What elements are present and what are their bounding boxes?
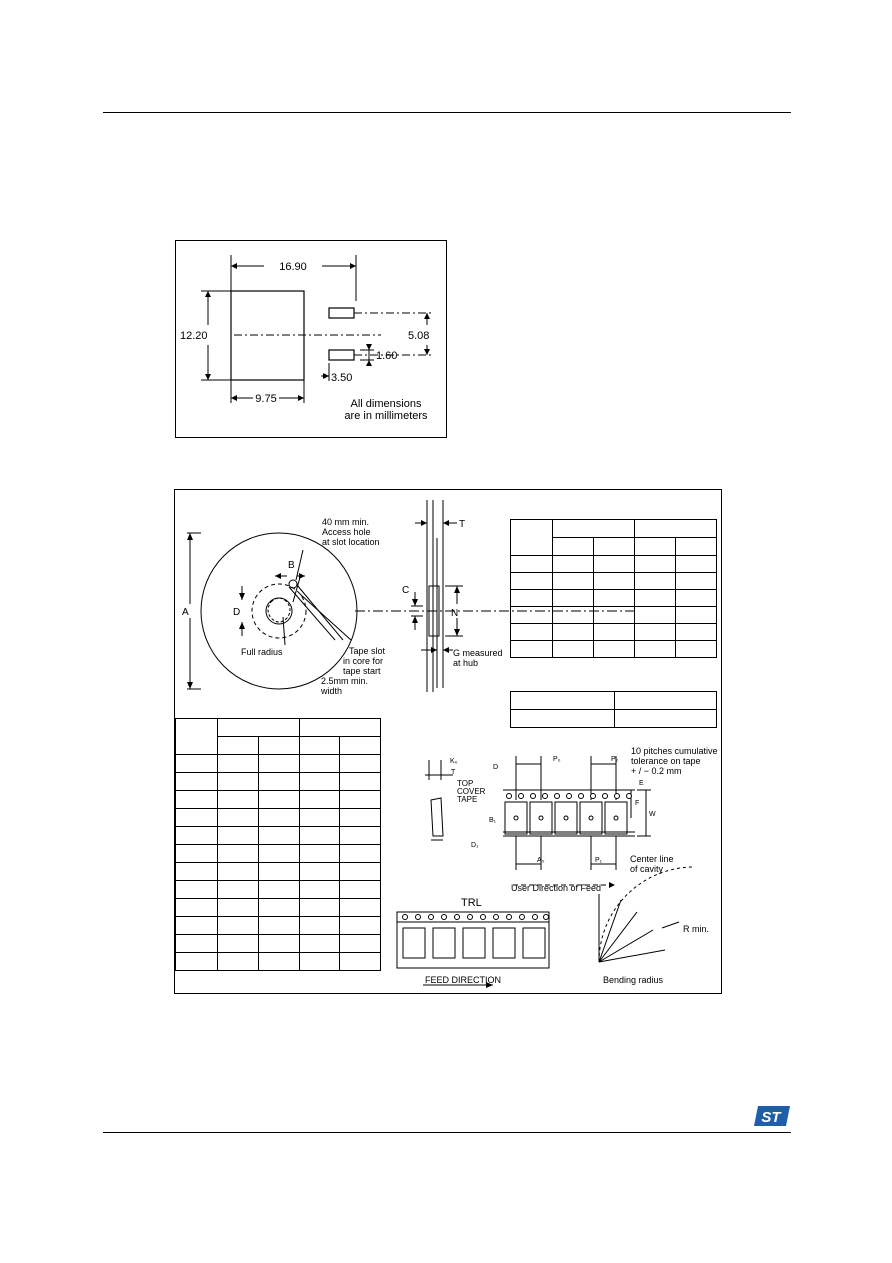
- reel-tape-figure: [174, 489, 722, 994]
- dim-body: 9.75: [255, 393, 277, 405]
- center-line-2: of cavity: [630, 864, 664, 874]
- reel-label-t: T: [459, 519, 466, 530]
- reel-label-d: D: [233, 607, 241, 618]
- g-measured-1: G measured: [453, 648, 503, 658]
- tape-f: F: [635, 800, 640, 807]
- tape-slot-4: 2.5mm min.: [321, 676, 369, 686]
- access-hole-2: Access hole: [322, 527, 371, 537]
- dim-width: 16.90: [279, 261, 307, 273]
- access-hole-3: at slot location: [322, 537, 380, 547]
- tape-slot-5: width: [321, 686, 343, 696]
- tape-p2: P₂: [611, 756, 619, 763]
- dim-height: 12.20: [180, 330, 208, 342]
- note-line-1: All dimensions: [350, 398, 422, 410]
- full-radius: Full radius: [241, 647, 283, 657]
- tape-w: W: [649, 811, 656, 818]
- g-measured-2: at hub: [453, 658, 479, 668]
- top-cover-1: TOP: [457, 779, 474, 788]
- tape-t: T: [451, 769, 456, 776]
- top-cover-2: COVER: [457, 787, 486, 796]
- reel-label-c: C: [402, 585, 410, 596]
- footprint-drawing: [176, 241, 446, 437]
- dim-pad-width: 3.50: [331, 372, 353, 384]
- dim-pad-pitch: 5.08: [408, 330, 430, 342]
- trl-label: TRL: [461, 897, 482, 909]
- tape-a0: A₀: [537, 857, 545, 864]
- center-line-1: Center line: [630, 854, 674, 864]
- tape-b1: B₁: [489, 817, 497, 824]
- feed-direction: FEED DIRECTION: [425, 975, 502, 985]
- reel-dimensions-table: [510, 519, 717, 658]
- reel-label-a: A: [182, 607, 189, 618]
- st-logo: [754, 1104, 792, 1128]
- tape-slot-3: tape start: [343, 666, 381, 676]
- pitch-note-1: 10 pitches cumulative: [631, 746, 718, 756]
- reel-label-n: N: [451, 608, 459, 619]
- dim-pad-height: 1.60: [376, 350, 398, 362]
- footprint-figure: [175, 240, 447, 438]
- bending-radius: Bending radius: [603, 975, 664, 985]
- tape-k0: K₀: [450, 758, 458, 765]
- reel-base-qty-table: [510, 691, 717, 728]
- top-cover-3: TAPE: [457, 795, 478, 804]
- tape-d: D: [493, 764, 499, 771]
- pitch-note-2: tolerance on tape: [631, 756, 701, 766]
- r-min: R min.: [683, 924, 710, 934]
- tape-dimensions-table: [175, 718, 381, 971]
- tape-d1: D₁: [471, 842, 479, 849]
- user-direction: User Direction of Feed: [511, 883, 602, 893]
- footer-rule: [103, 1132, 791, 1133]
- tape-slot-2: in core for: [343, 656, 384, 666]
- logo-text: ST: [761, 1109, 781, 1126]
- access-hole-1: 40 mm min.: [322, 517, 370, 527]
- tape-slot-1: Tape slot: [349, 646, 386, 656]
- reel-label-b: B: [288, 560, 295, 571]
- header-rule: [103, 112, 791, 113]
- tape-p0: P₀: [553, 756, 561, 763]
- note-line-2: are in millimeters: [344, 410, 428, 422]
- tape-e: E: [639, 780, 644, 787]
- pitch-note-3: + / − 0.2 mm: [631, 766, 682, 776]
- tape-p1: P₁: [595, 857, 603, 864]
